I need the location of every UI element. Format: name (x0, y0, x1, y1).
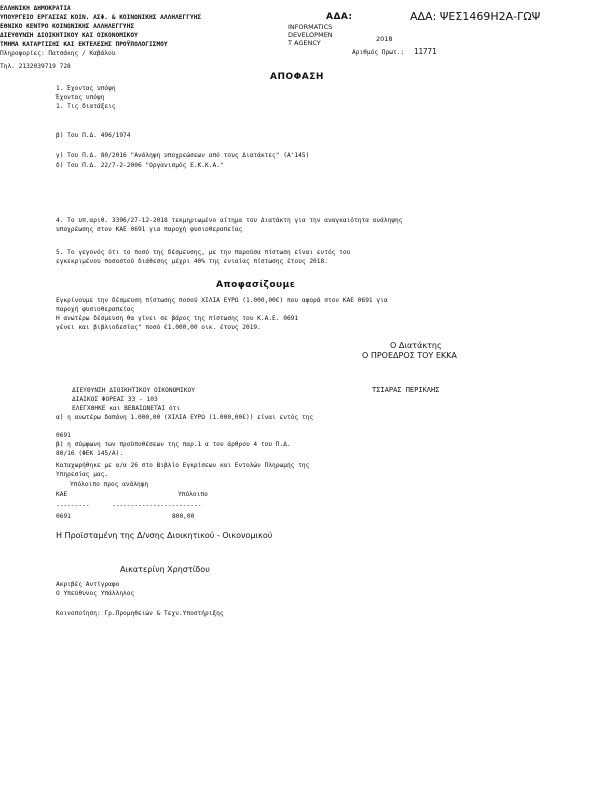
ada-label: ΑΔΑ: (326, 12, 353, 22)
finance-line: ΕΛΕΓΧΘΗΚΕ και ΒΕΒΑΙΩΝΕΤΑΙ ότι (72, 405, 181, 412)
header-phone-line: Τηλ. 2132039719 728 (0, 63, 71, 70)
body-line: εγκεκριμένου ποσοστού διάθεσης μέχρι 40% της ενιαίας πίστωσης έτους 2018. (56, 258, 328, 265)
finance-line: ΔΙΑΙΚΟΣ ΦΟΡΕΑΣ 33 - 103 (72, 396, 158, 403)
table-cell-kae: 0691 (56, 513, 71, 520)
exact-copy-line: Ο Υπεύθυνος Υπάλληλος (56, 590, 135, 597)
finance-line: Καταχωρήθηκε με α/α 26 στο Βιβλίο Εγκρίσεων και Εντολών Πληρωμής της (56, 462, 310, 469)
agency-line: DEVELOPMEN (288, 31, 333, 39)
table-separator: --------- (56, 502, 90, 509)
header-org-line: ΕΘΝΙΚΟ ΚΕΝΤΡΟ ΚΟΙΝΩΝΙΚΗΣ ΑΛΛΗΛΕΓΓΥΗΣ (0, 23, 135, 30)
header-org-line: ΥΠΟΥΡΓΕΙΟ ΕΡΓΑΣΙΑΣ ΚΟΙΝ. ΑΣΦ. & ΚΟΙΝΩΝΙΚΗΣ ΑΛΛΗΛΕΓΓΥΗΣ (0, 14, 202, 21)
decide-title: Αποφασίζουμε (216, 280, 296, 290)
finance-line: β) η σύμφωνη των προϋποθέσεων της παρ.1 α του άρθρου 4 του Π.Δ. (56, 441, 291, 448)
agency-line: INFORMATICS (288, 23, 333, 31)
header-info-line: Πληροφορίες: Πατσάκης / Καβάλου (0, 50, 116, 57)
finance-line: α) η ανωτέρω δαπάνη 1.000,00 (ΧΙΛΙΑ ΕΥΡΩ (1.000,00€)) είναι εντός της (56, 414, 314, 421)
body-line: υποχρέωσης στον ΚΑΕ 0691 για παροχή φυσιοθεραπείας (56, 226, 243, 233)
body-line: γένει και βιβλιοδεσίας" ποσό €1.000,00 οικ. έτους 2019. (56, 324, 261, 331)
signatory-name: ΤΣΙΑΡΑΣ ΠΕΡΙΚΛΗΣ (372, 386, 440, 394)
table-cell-balance: 800,00 (172, 513, 195, 520)
signatory-role: Ο Διατάκτης (390, 341, 442, 350)
signatory-title: Ο ΠΡΟΕΔΡΟΣ ΤΟΥ ΕΚΚΑ (362, 351, 457, 360)
table-heading: Υπόλοιπο προς ανάληψη (70, 481, 149, 488)
body-line: Έχοντας υπόψη (56, 94, 105, 101)
body-line: 4. Το υπ.αριθ. 3396/27-12-2018 τεκμηριωμένο αίτημα του Διατάκτη για την αναγκαιότητα ανάληψης (56, 217, 403, 224)
head-official-title: Η Προϊσταμένη της Δ/νσης Διοικητικού - Οικονομικού (56, 531, 273, 540)
body-line: 5. Το γεγονός ότι το ποσό της δέσμευσης, με την παρούσα πίστωση είναι εντός του (56, 249, 351, 256)
header-org-line: ΕΛΛΗΝΙΚΗ ΔΗΜΟΚΡΑΤΙΑ (0, 5, 71, 12)
protocol-number: 11771 (414, 47, 437, 56)
decision-title: ΑΠΟΦΑΣΗ (270, 72, 324, 82)
ada-code: ΑΔΑ: ΨΕΣ1469Η2Α-ΓΩΨ (410, 10, 541, 23)
notification-line: Κοινοποίηση: Γρ.Προμηθειών & Τεχν.Υποστήριξης (56, 610, 224, 617)
table-separator: ------------------------ (112, 502, 202, 509)
body-line: δ) Του Π.Δ. 22/7-2-2006 "Οργανισμός Ε.Κ.Κ.Α." (56, 162, 224, 169)
finance-line: 80/16 (ΦΕΚ 145/Α). (56, 450, 124, 457)
body-line: Η ανωτέρω δέσμευση θα γίνει σε βάρος της πίστωσης του Κ.Α.Ε. 0691 (56, 315, 299, 322)
body-line: Εγκρίνουμε την δέσμευση πίστωσης ποσού ΧΙΛΙΑ ΕΥΡΩ (1.000,00€) που αφορά στον ΚΑΕ 0691 για (56, 297, 388, 304)
body-line: γ) Του Π.Δ. 80/2016 "Ανάληψη υποχρεώσεων από τους Διατάκτες" (Α'145) (56, 152, 310, 159)
body-line: β) Του Π.Δ. 496/1974 (56, 132, 131, 139)
table-header-balance: Υπόλοιπο (178, 491, 208, 498)
header-org-line: ΔΙΕΥΘΥΝΣΗ ΔΙΟΙΚΗΤΙΚΟΥ ΚΑΙ ΟΙΚΟΝΟΜΙΚΟΥ (0, 32, 138, 39)
exact-copy-line: Ακριβές Αντίγραφο (56, 581, 120, 588)
date-text: 2018 (376, 35, 393, 43)
body-line: 1. Τις διατάξεις (56, 103, 116, 110)
body-line: παροχή φυσιοθεραπείας (56, 306, 135, 313)
finance-line: Υπηρεσίας μας. (56, 471, 109, 478)
finance-line: ΔΙΕΥΘΥΝΣΗ ΔΙΟΙΚΗΤΙΚΟΥ ΟΙΚΟΝΟΜΙΚΟΥ (72, 387, 195, 394)
body-line: 1. Έχοντας υπόψη (56, 85, 116, 92)
table-header-kae: ΚΑΕ (56, 491, 68, 498)
agency-line: T AGENCY (288, 39, 321, 47)
head-official-name: Αικατερίνη Χρηστίδου (120, 565, 210, 574)
finance-line: 0691 (56, 432, 71, 439)
header-org-line: ΤΜΗΜΑ ΚΑΤΑΡΤΙΣΗΣ ΚΑΙ ΕΚΤΕΛΕΣΗΣ ΠΡΟΫΠΟΛΟΓΙΣΜΟΥ (0, 41, 168, 48)
protocol-label: Αριθμός Πρωτ.: (352, 49, 405, 56)
